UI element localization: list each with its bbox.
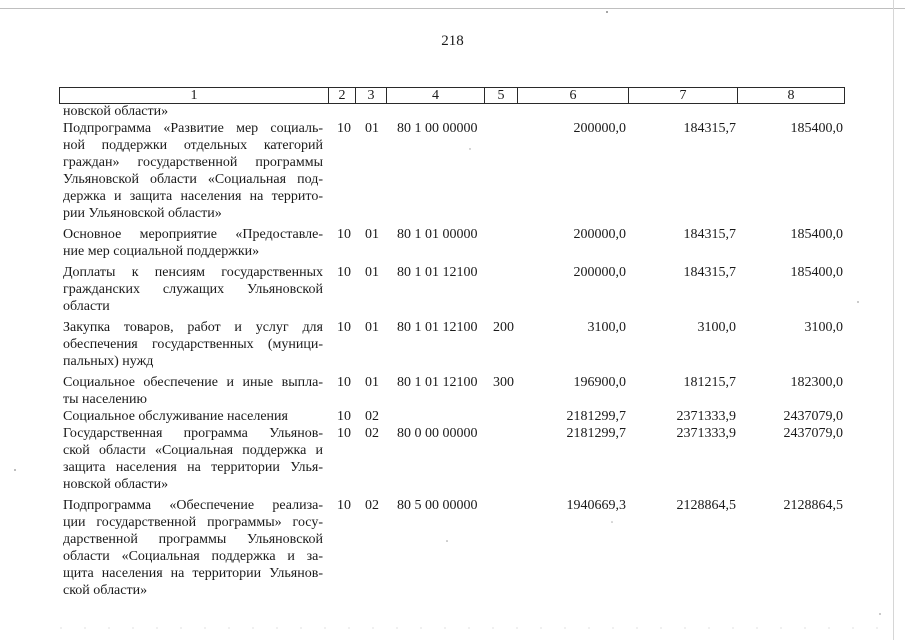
amount-col-6: 2181299,7 <box>566 426 626 441</box>
description-line: новской области» <box>63 477 169 492</box>
col-header-5: 5 <box>485 88 518 104</box>
amount-col-8: 182300,0 <box>790 375 843 390</box>
description-line: Ульяновской области «Социальная под- <box>63 172 323 187</box>
table-row <box>0 497 905 599</box>
col-header-3: 3 <box>356 88 387 104</box>
description-line: области <box>63 299 110 314</box>
amount-col-8: 3100,0 <box>804 320 843 335</box>
amount-col-7: 184315,7 <box>683 265 736 280</box>
table-row <box>0 425 905 493</box>
row-description <box>63 226 323 260</box>
subsection-code: 01 <box>365 227 379 242</box>
row-description <box>63 497 323 599</box>
amount-col-6: 2181299,7 <box>566 409 626 424</box>
target-article-code: 80 0 00 00000 <box>397 426 478 441</box>
description-line: ской области» <box>63 583 148 598</box>
section-code: 10 <box>337 227 351 242</box>
description-line: Социальное обеспечение и иные выпла- <box>63 375 323 390</box>
description-line: защита населения на территории Улья- <box>63 460 323 475</box>
amount-col-6: 200000,0 <box>573 265 626 280</box>
col-header-7: 7 <box>629 88 738 104</box>
description-line: ты населению <box>63 392 147 407</box>
amount-col-8: 185400,0 <box>790 265 843 280</box>
subsection-code: 01 <box>365 375 379 390</box>
description-line: обеспечения государственных (муници- <box>63 337 323 352</box>
section-code: 10 <box>337 265 351 280</box>
row-description <box>63 319 323 370</box>
description-line: рии Ульяновской области» <box>63 206 222 221</box>
table-row <box>0 120 905 222</box>
row-description <box>63 374 323 408</box>
amount-col-7: 2371333,9 <box>676 426 736 441</box>
amount-col-7: 181215,7 <box>683 375 736 390</box>
section-code: 10 <box>337 320 351 335</box>
table-row <box>0 264 905 315</box>
amount-col-8: 2437079,0 <box>783 409 843 424</box>
expense-type-code: 300 <box>493 375 514 390</box>
col-header-1: 1 <box>60 88 329 104</box>
target-article-code: 80 1 01 12100 <box>397 375 478 390</box>
row-description <box>63 103 323 120</box>
row-description <box>63 425 323 493</box>
description-line: Социальное обслуживание населения <box>63 409 288 424</box>
section-code: 10 <box>337 498 351 513</box>
description-line: области «Социальная поддержка и за- <box>63 549 323 564</box>
amount-col-8: 2437079,0 <box>783 426 843 441</box>
target-article-code: 80 1 01 12100 <box>397 265 478 280</box>
description-line: Доплаты к пенсиям государственных <box>63 265 323 280</box>
subsection-code: 02 <box>365 498 379 513</box>
section-code: 10 <box>337 375 351 390</box>
table-row <box>0 319 905 370</box>
section-code: 10 <box>337 121 351 136</box>
amount-col-8: 2128864,5 <box>783 498 843 513</box>
col-header-2: 2 <box>329 88 356 104</box>
target-article-code: 80 1 00 00000 <box>397 121 478 136</box>
col-header-8: 8 <box>738 88 845 104</box>
target-article-code: 80 5 00 00000 <box>397 498 478 513</box>
description-line: ской области «Социальная поддержка и <box>63 443 323 458</box>
description-line: новской области» <box>63 104 169 119</box>
table-row <box>0 103 905 120</box>
description-line: Государственная программа Ульянов- <box>63 426 323 441</box>
amount-col-8: 185400,0 <box>790 227 843 242</box>
row-description <box>63 120 323 222</box>
table-row <box>0 408 905 425</box>
subsection-code: 01 <box>365 265 379 280</box>
section-code: 10 <box>337 409 351 424</box>
subsection-code: 01 <box>365 121 379 136</box>
table-row <box>0 226 905 260</box>
row-description <box>63 264 323 315</box>
amount-col-6: 200000,0 <box>573 121 626 136</box>
scan-edge-top <box>0 8 905 9</box>
description-line: Основное мероприятие «Предоставле- <box>63 227 323 242</box>
amount-col-7: 184315,7 <box>683 121 736 136</box>
description-line: ние мер социальной поддержки» <box>63 244 260 259</box>
target-article-code: 80 1 01 12100 <box>397 320 478 335</box>
description-line: Подпрограмма «Развитие мер социаль- <box>63 121 323 136</box>
amount-col-7: 3100,0 <box>697 320 736 335</box>
section-code: 10 <box>337 426 351 441</box>
page-number: 218 <box>441 33 464 49</box>
description-line: ции государственной программы» госу- <box>63 515 323 530</box>
description-line: щита населения на территории Ульянов- <box>63 566 323 581</box>
expense-type-code: 200 <box>493 320 514 335</box>
column-header-row <box>59 87 845 104</box>
subsection-code: 01 <box>365 320 379 335</box>
amount-col-8: 185400,0 <box>790 121 843 136</box>
table-row <box>0 374 905 408</box>
amount-col-7: 2371333,9 <box>676 409 736 424</box>
description-line: пальных) нужд <box>63 354 154 369</box>
amount-col-6: 1940669,3 <box>566 498 626 513</box>
description-line: Закупка товаров, работ и услуг для <box>63 320 323 335</box>
amount-col-6: 3100,0 <box>587 320 626 335</box>
description-line: дарственной программы Ульяновской <box>63 532 323 547</box>
amount-col-6: 196900,0 <box>573 375 626 390</box>
amount-col-7: 184315,7 <box>683 227 736 242</box>
amount-col-6: 200000,0 <box>573 227 626 242</box>
description-line: граждан» государственной программы <box>63 155 323 170</box>
description-line: Подпрограмма «Обеспечение реализа- <box>63 498 323 513</box>
col-header-4: 4 <box>387 88 485 104</box>
subsection-code: 02 <box>365 426 379 441</box>
description-line: гражданских служащих Ульяновской <box>63 282 323 297</box>
amount-col-7: 2128864,5 <box>676 498 736 513</box>
target-article-code: 80 1 01 00000 <box>397 227 478 242</box>
subsection-code: 02 <box>365 409 379 424</box>
description-line: ной поддержки отдельных категорий <box>63 138 323 153</box>
row-description <box>63 408 323 425</box>
description-line: держка и защита населения на террито- <box>63 189 323 204</box>
col-header-6: 6 <box>518 88 629 104</box>
